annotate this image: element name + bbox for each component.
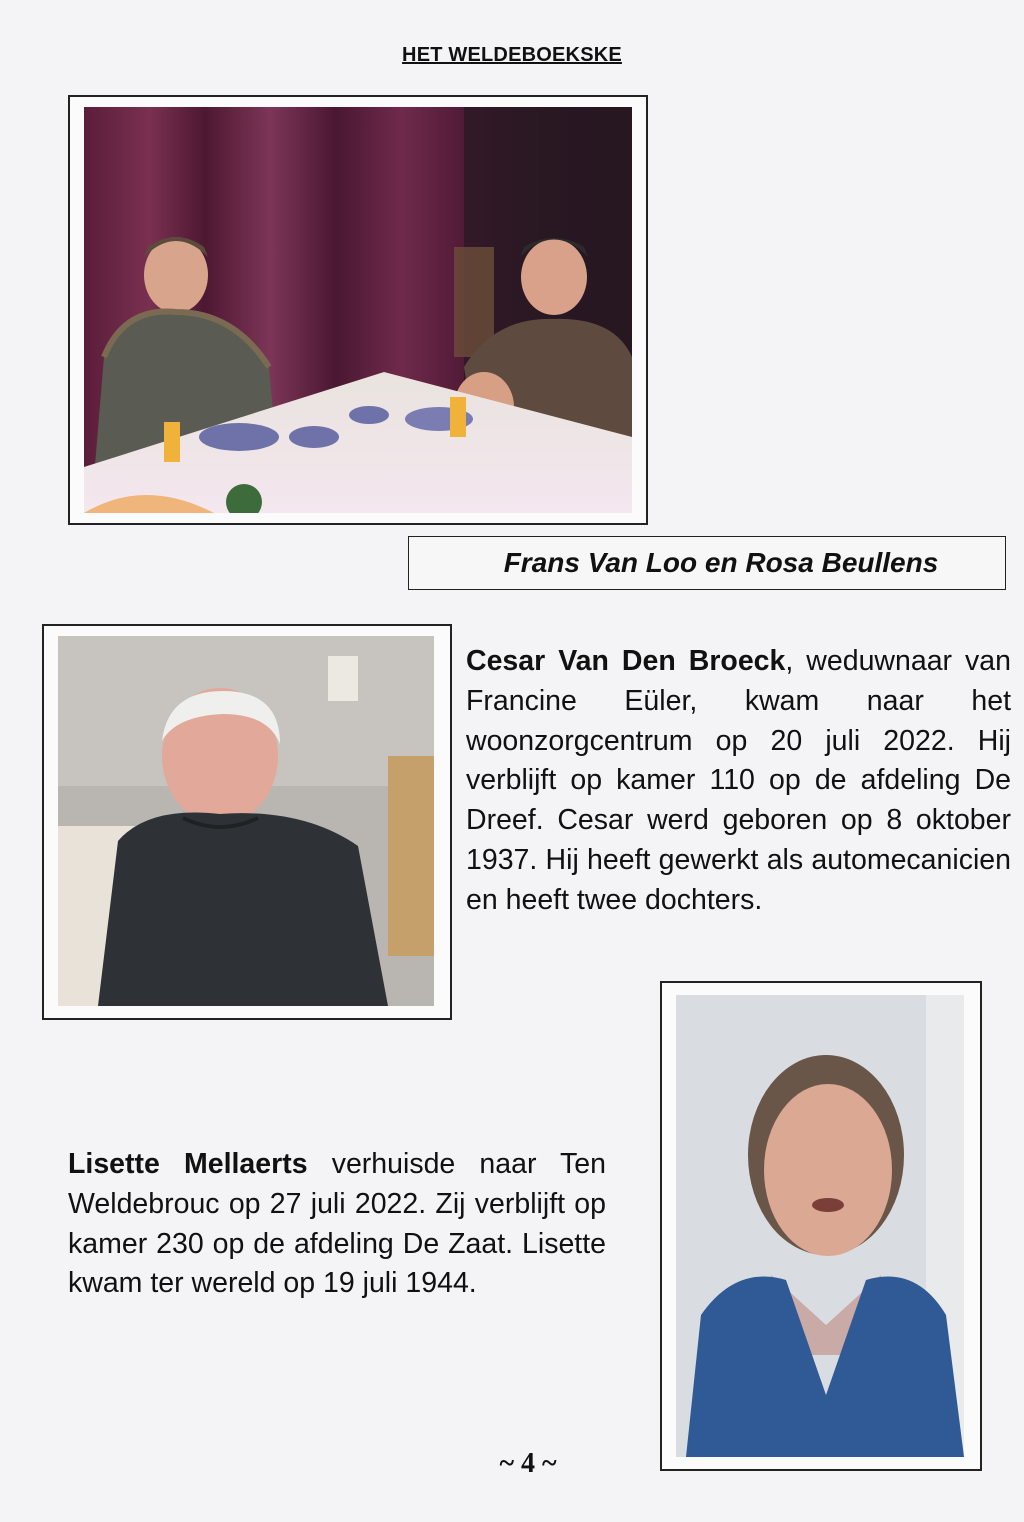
cesar-photo [58,636,434,1006]
photo-frame-couple [68,95,648,525]
photo-frame-cesar [42,624,452,1020]
cesar-text: , weduwnaar van Francine Eüler, kwam naar het woonzorgcentrum op 20 juli 2022. Hij verblijft op kamer 110 op de afdeling De Dreef. Cesar werd geboren op 8 oktober 1937. Hij heeft gewerkt als automecanicien en heeft twee dochters. [466,645,1011,916]
lisette-photo [676,995,964,1457]
cesar-name: Cesar Van Den Broeck [466,645,786,677]
couple-photo [84,107,632,513]
lisette-name: Lisette Mellaerts [68,1148,308,1180]
photo-frame-lisette [660,981,982,1471]
cesar-paragraph [466,642,1011,921]
cesar-photo-image [58,636,434,1006]
caption-box [408,536,1006,590]
lisette-photo-image [676,995,964,1457]
lisette-paragraph [68,1145,606,1304]
couple-photo-image [84,107,632,513]
page-number: ~ 4 ~ [499,1448,557,1479]
photo-caption: Frans Van Loo en Rosa Beullens [503,547,939,578]
lisette-text: verhuisde naar Ten Weldebrouc op 27 juli 2022. Zij verblijft op kamer 230 op de afdeling De Zaat. Lisette kwam ter wereld op 19 juli 1944. [68,1148,607,1300]
page-header: HET WELDEBOEKSKE [402,44,622,66]
